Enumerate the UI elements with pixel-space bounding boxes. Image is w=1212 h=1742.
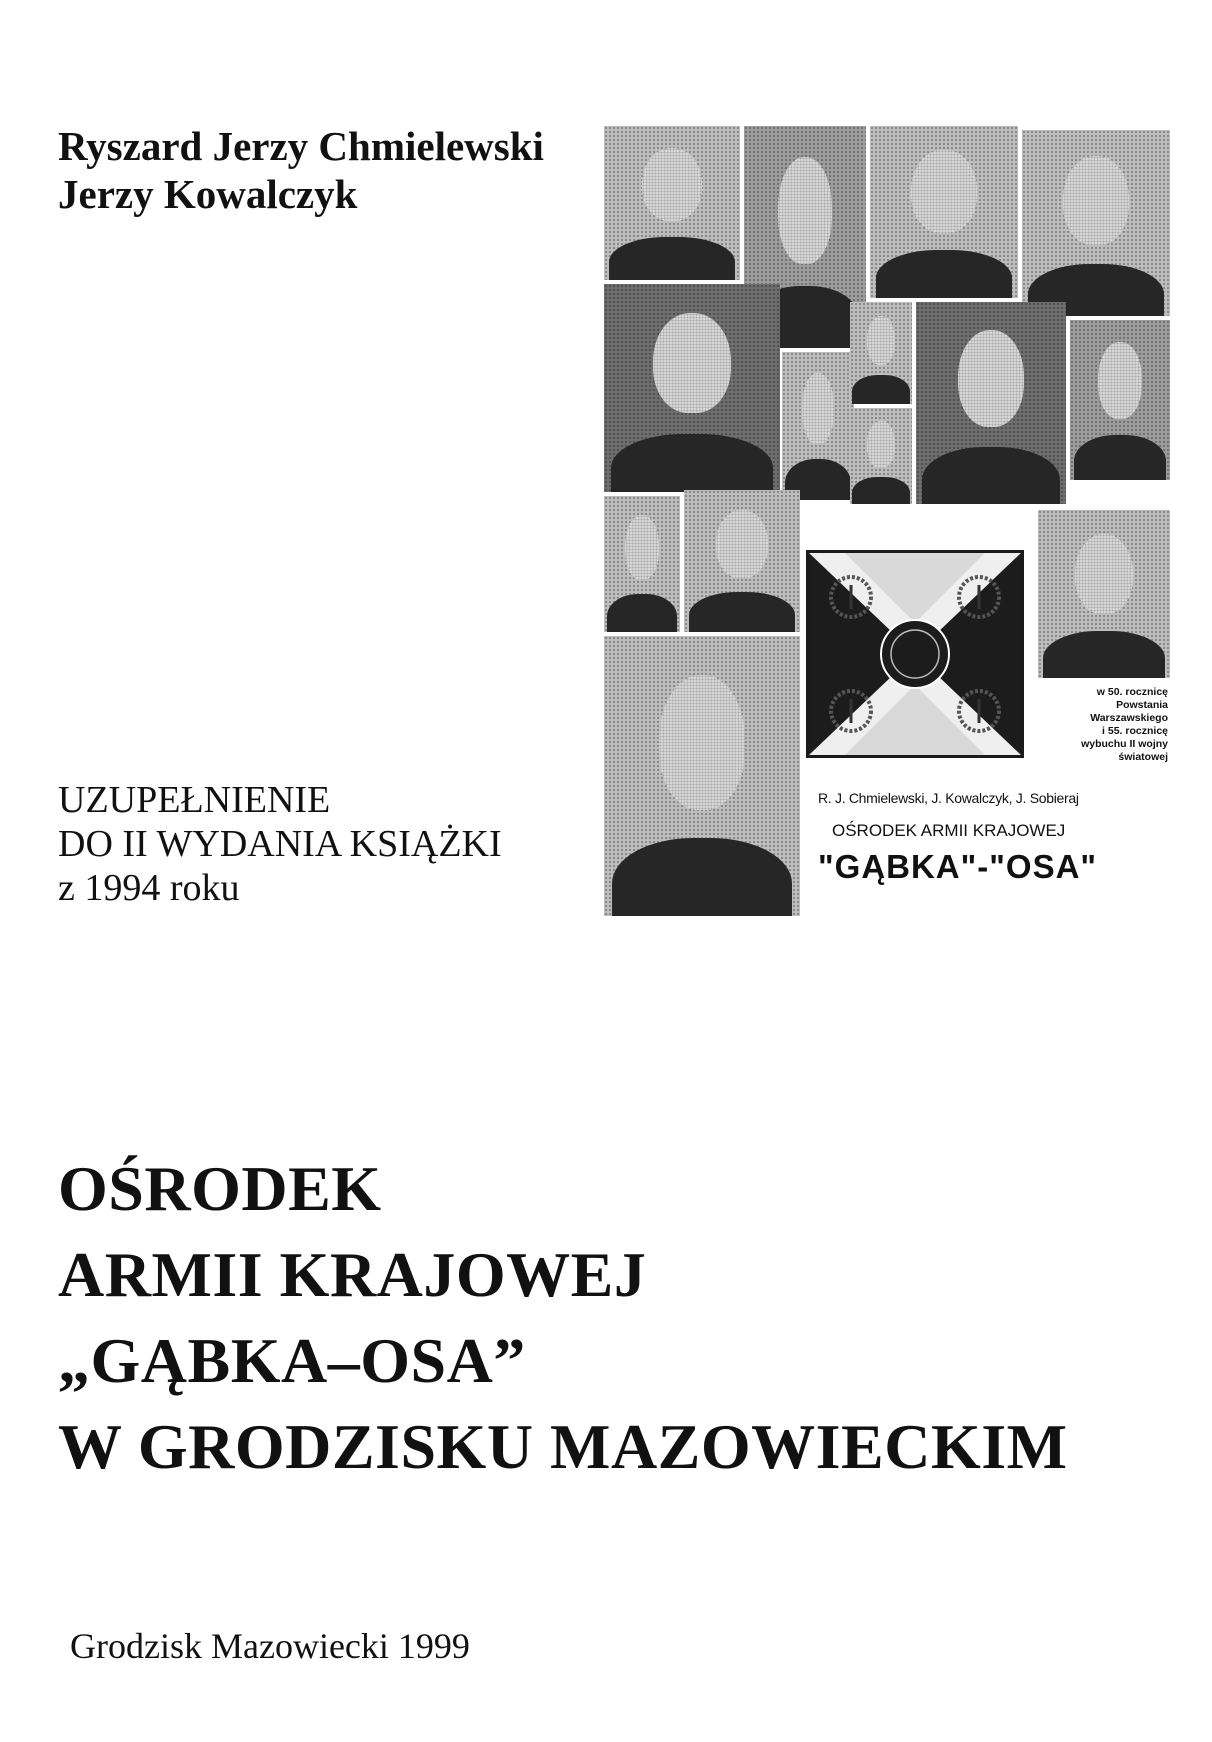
title-line: ARMII KRAJOWEJ xyxy=(58,1239,647,1310)
portrait-photo xyxy=(782,352,854,500)
cover-photo-collage xyxy=(604,126,1170,916)
title-line: „GĄBKA–OSA” xyxy=(58,1325,526,1396)
book-title xyxy=(58,1146,1068,1490)
title-line: OŚRODEK xyxy=(58,1153,382,1224)
portrait-photo xyxy=(604,284,780,492)
portrait-photo xyxy=(1022,130,1170,316)
portrait-photo xyxy=(850,408,912,504)
book-authors-line: R. J. Chmielewski, J. Kowalczyk, J. Sobieraj xyxy=(818,790,1079,806)
book-subtitle-line: OŚRODEK ARMII KRAJOWEJ xyxy=(832,821,1066,840)
banner-flag-image xyxy=(806,550,1024,758)
portrait-photo xyxy=(850,302,912,404)
supplement-line: UZUPEŁNIENIE xyxy=(58,779,331,821)
anniversary-note: w 50. rocznicę Powstania Warszawskiego i 55. rocznicę wybuchu II wojny światowej xyxy=(1081,686,1168,763)
portrait-photo xyxy=(604,126,740,280)
author-name: Ryszard Jerzy Chmielewski xyxy=(58,123,544,169)
supplement-line: DO II WYDANIA KSIĄŻKI xyxy=(58,823,502,865)
publication-imprint: Grodzisk Mazowiecki 1999 xyxy=(70,1626,470,1666)
portrait-photo xyxy=(1038,510,1170,678)
supplement-line: z 1994 roku xyxy=(58,867,240,909)
portrait-photo xyxy=(916,302,1066,504)
portrait-photo xyxy=(870,126,1018,298)
portrait-photo xyxy=(604,636,800,916)
title-line: W GRODZISKU MAZOWIECKIM xyxy=(58,1411,1068,1482)
author-name: Jerzy Kowalczyk xyxy=(58,171,358,217)
supplement-note xyxy=(58,778,502,910)
authors-block xyxy=(58,122,544,218)
portrait-photo xyxy=(684,490,800,632)
book-title-line: "GĄBKA"-"OSA" xyxy=(818,848,1098,885)
portrait-photo xyxy=(1070,320,1170,480)
portrait-photo xyxy=(604,496,680,632)
